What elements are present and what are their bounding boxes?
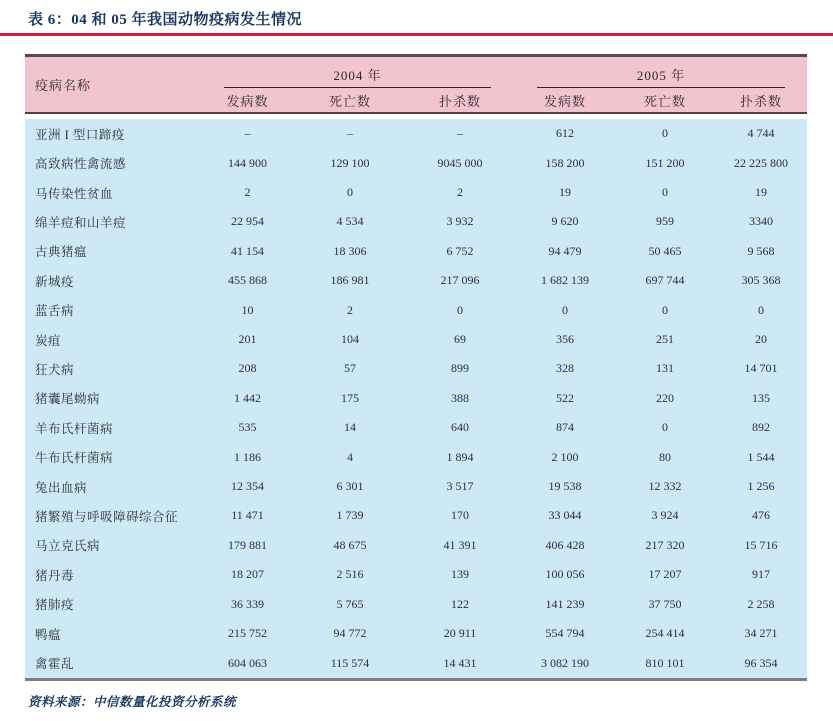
table-cell: 208: [238, 361, 257, 376]
table-cell: 22 954: [231, 214, 264, 229]
table-cell: 175: [341, 390, 359, 405]
table-cell: 328: [556, 361, 574, 376]
table-cell: 251: [656, 332, 674, 347]
table-cell: 139: [451, 567, 469, 582]
table-cell: 1 256: [747, 479, 775, 494]
table-cell: 892: [752, 420, 770, 435]
table-row-disease-name: 禽霍乱: [35, 657, 75, 672]
year-group-2005: [515, 57, 807, 88]
table-cell: 6 301: [336, 479, 364, 494]
table-cell: 388: [451, 390, 469, 405]
table-cell: 17 207: [648, 567, 682, 582]
table-cell: 0: [662, 420, 668, 435]
col-header-2004-deaths: 死亡数: [328, 93, 371, 109]
table-row-disease-name: 牛布氏杆菌病: [35, 451, 114, 466]
table-cell: 217 096: [440, 273, 480, 288]
table-cell: 3 517: [446, 479, 474, 494]
table-cell: 612: [556, 126, 574, 141]
table-cell: –: [347, 126, 353, 141]
table-bottom-border: [25, 678, 807, 681]
table-cell: 3340: [749, 214, 773, 229]
table-cell: 0: [662, 302, 668, 317]
table-cell: 80: [659, 449, 671, 464]
table-cell: 19: [755, 185, 767, 200]
table-cell: 12 354: [231, 479, 264, 494]
table-cell: 0: [758, 302, 764, 317]
table-cell: 1 894: [446, 449, 474, 464]
table-row-disease-name: 古典猪瘟: [35, 245, 88, 260]
table-cell: 69: [454, 332, 466, 347]
table-cell: 356: [556, 332, 574, 347]
table-row-disease-name: 新城疫: [35, 274, 75, 289]
table-row-disease-name: 高致病性禽流感: [35, 157, 127, 172]
col-header-disease-name: 疫病名称: [35, 78, 92, 93]
table-cell: 2 258: [747, 596, 775, 611]
table-cell: 50 465: [648, 243, 682, 258]
table-cell: 3 924: [651, 508, 679, 523]
table-cell: 15 716: [744, 537, 778, 552]
table-row-disease-name: 鸭瘟: [35, 627, 62, 642]
table-row-disease-name: 炭疽: [35, 333, 62, 348]
table-cell: 22 225 800: [734, 155, 788, 170]
table-cell: 41 154: [231, 243, 264, 258]
table-cell: 14 431: [443, 655, 477, 670]
table-panel: [20, 48, 812, 686]
year-group-2004-label: 2004 年: [333, 68, 382, 83]
col-header-2004-cases: 发病数: [226, 93, 269, 109]
table-cell: 19 538: [548, 479, 582, 494]
table-cell: 0: [347, 185, 353, 200]
table-cell: 158 200: [545, 155, 585, 170]
table-cell: 10: [241, 302, 254, 317]
table-cell: 170: [451, 508, 469, 523]
table-cell: 37 750: [648, 596, 682, 611]
table-cell: 48 675: [333, 537, 367, 552]
table-cell: –: [457, 126, 463, 141]
table-body: [25, 119, 807, 678]
table-cell: 220: [656, 390, 674, 405]
col-header-2005-deaths: 死亡数: [643, 93, 686, 109]
table-cell: 3 932: [446, 214, 474, 229]
table-cell: 522: [556, 390, 574, 405]
table-cell: 11 471: [231, 508, 264, 523]
table-cell: 94 479: [548, 243, 582, 258]
table-cell: 4: [347, 449, 353, 464]
table-cell: 2: [244, 185, 251, 200]
table-row-disease-name: 猪繁殖与呼吸障碍综合征: [35, 509, 179, 524]
table-cell: 151 200: [645, 155, 685, 170]
table-cell: 4 744: [747, 126, 775, 141]
table-cell: 604 063: [228, 655, 267, 670]
table-cell: 144 900: [228, 155, 267, 170]
table-cell: 917: [752, 567, 770, 582]
title-accent-rule: [0, 33, 833, 36]
table-cell: 9 568: [747, 243, 775, 258]
table-cell: 535: [238, 420, 257, 435]
table-cell: 0: [662, 126, 668, 141]
table-cell: 34 271: [744, 626, 778, 641]
table-cell: 18 207: [231, 567, 264, 582]
table-cell: 217 320: [645, 537, 685, 552]
table-cell: 1 544: [747, 449, 775, 464]
table-cell: 201: [238, 332, 257, 347]
table-cell: 115 574: [330, 655, 370, 670]
table-cell: 131: [656, 361, 674, 376]
table-cell: 3 082 190: [541, 655, 589, 670]
table-cell: 14 701: [744, 361, 778, 376]
table-row-disease-name: 猪囊尾蚴病: [35, 392, 101, 407]
table-cell: 455 868: [228, 273, 267, 288]
table-cell: 810 101: [645, 655, 685, 670]
table-cell: 640: [451, 420, 469, 435]
table-row-disease-name: 马立克氏病: [35, 539, 101, 554]
table-row-disease-name: 兔出血病: [35, 480, 88, 495]
table-cell: 135: [752, 390, 770, 405]
table-cell: 57: [344, 361, 356, 376]
table-row-disease-name: 蓝舌病: [35, 304, 75, 319]
header-divider: [25, 112, 807, 114]
page-title: 表 6：04 和 05 年我国动物疫病发生情况: [28, 12, 303, 28]
table-cell: 94 772: [333, 626, 367, 641]
table-row-disease-name: 绵羊痘和山羊痘: [35, 215, 127, 230]
table-cell: 20 911: [443, 626, 477, 641]
table-cell: 186 981: [330, 273, 370, 288]
table-cell: 899: [451, 361, 469, 376]
source-note: 资料来源：中信数量化投资分析系统: [28, 695, 237, 709]
table-cell: 122: [451, 596, 469, 611]
table-cell: 2 516: [336, 567, 364, 582]
table-cell: 2: [457, 185, 463, 200]
table-cell: 1 682 139: [541, 273, 589, 288]
table-row-disease-name: 猪肺疫: [35, 598, 75, 613]
year-group-2005-label: 2005 年: [636, 68, 686, 83]
table-cell: 959: [656, 214, 674, 229]
table-cell: 0: [457, 302, 463, 317]
table-cell: 2: [347, 302, 353, 317]
table-row-disease-name: 亚洲 I 型口蹄疫: [35, 127, 125, 142]
table-cell: 0: [562, 302, 568, 317]
year-group-2004: [200, 57, 515, 88]
table-row-disease-name: 马传染性贫血: [35, 186, 114, 201]
table-cell: 2 100: [551, 449, 579, 464]
table-cell: 14: [344, 420, 356, 435]
table-cell: 20: [755, 332, 767, 347]
table-cell: 0: [662, 185, 668, 200]
table-cell: 41 391: [443, 537, 477, 552]
table-cell: 19: [559, 185, 571, 200]
table-cell: 305 368: [741, 273, 781, 288]
table-cell: 406 428: [545, 537, 585, 552]
table-cell: 36 339: [231, 596, 264, 611]
table-cell: –: [244, 126, 251, 141]
table-cell: 179 881: [228, 537, 267, 552]
table-cell: 33 044: [548, 508, 582, 523]
table-cell: 215 752: [228, 626, 267, 641]
table-cell: 5 765: [336, 596, 364, 611]
table-cell: 129 100: [330, 155, 370, 170]
table-cell: 6 752: [446, 243, 474, 258]
table-cell: 12 332: [648, 479, 682, 494]
table-cell: 18 306: [333, 243, 367, 258]
col-header-2005-cases: 发病数: [543, 93, 586, 109]
col-header-2005-culled: 扑杀数: [739, 93, 782, 109]
table-cell: 9045 000: [437, 155, 483, 170]
table-cell: 554 794: [545, 626, 585, 641]
table-cell: 697 744: [645, 273, 685, 288]
table-row-disease-name: 猪丹毒: [35, 568, 75, 583]
table-cell: 100 056: [545, 567, 585, 582]
table-cell: 476: [752, 508, 770, 523]
table-cell: 141 239: [545, 596, 585, 611]
table-row-disease-name: 羊布氏杆菌病: [35, 421, 114, 436]
col-header-2004-culled: 扑杀数: [438, 93, 481, 109]
table-cell: 9 620: [551, 214, 579, 229]
table-cell: 1 442: [234, 390, 261, 405]
table-cell: 96 354: [744, 655, 778, 670]
table-cell: 4 534: [336, 214, 364, 229]
table-cell: 104: [341, 332, 359, 347]
table-cell: 1 186: [234, 449, 261, 464]
table-header: [25, 57, 807, 112]
table-cell: 874: [556, 420, 574, 435]
table-cell: 1 739: [336, 508, 364, 523]
table-row-disease-name: 狂犬病: [35, 362, 75, 377]
table-cell: 254 414: [645, 626, 685, 641]
